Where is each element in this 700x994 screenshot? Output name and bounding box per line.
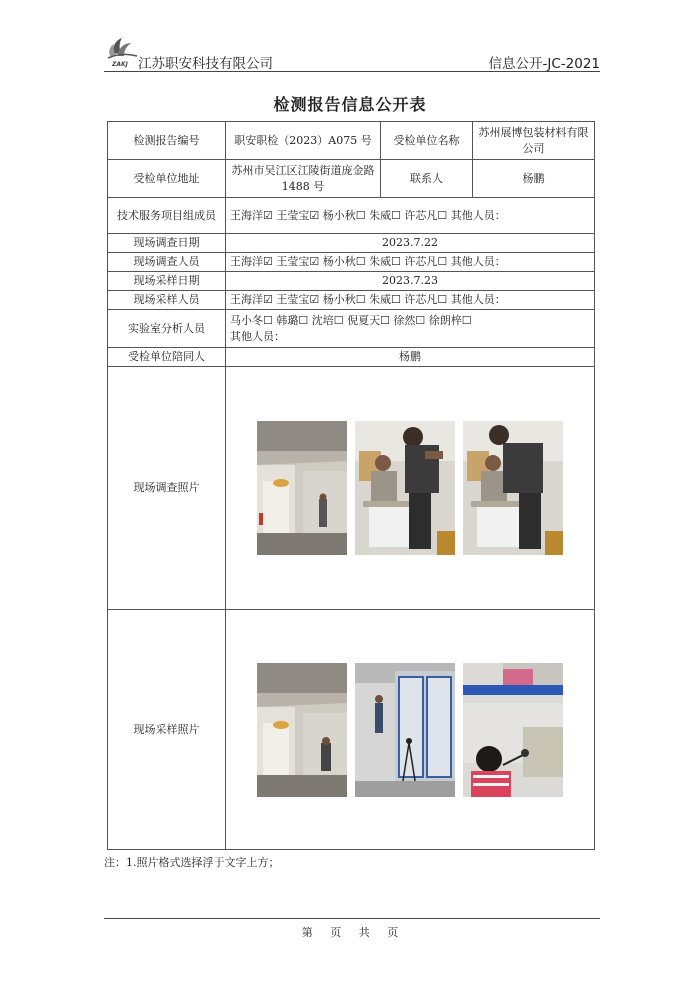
lab-staff-line2: 其他人员： bbox=[230, 329, 285, 343]
team-label: 技术服务项目组成员 bbox=[108, 198, 226, 234]
sampling-date: 2023.7.23 bbox=[226, 272, 595, 291]
document-code: 信息公开-JC-2021 bbox=[488, 56, 600, 72]
sampling-photos-cell bbox=[226, 610, 595, 850]
svg-text:ZAKJ: ZAKJ bbox=[112, 61, 128, 68]
sampling-staff-label: 现场采样人员 bbox=[108, 291, 226, 310]
contact-label: 联系人 bbox=[381, 160, 473, 198]
footer-rule bbox=[104, 918, 600, 919]
sampling-date-label: 现场采样日期 bbox=[108, 272, 226, 291]
unit-address: 苏州市吴江区江陵街道庞金路 1488 号 bbox=[226, 160, 381, 198]
footnote: 注：1.照片格式选择浮于文字上方； bbox=[104, 856, 280, 869]
page-title: 检测报告信息公开表 bbox=[273, 95, 427, 114]
report-no-label: 检测报告编号 bbox=[108, 122, 226, 160]
company-logo bbox=[104, 34, 140, 68]
sampling-photos-label: 现场采样照片 bbox=[108, 610, 226, 850]
lab-staff-line1: 马小冬☐ 韩璐☐ 沈培☐ 倪夏天☐ 徐然☐ 徐朗梓☐ bbox=[230, 313, 472, 327]
survey-staff: 王海洋☑ 王莹宝☑ 杨小秋☐ 朱威☐ 许芯凡☐ 其他人员： bbox=[226, 253, 595, 272]
survey-date-label: 现场调查日期 bbox=[108, 234, 226, 253]
survey-photo-office bbox=[257, 421, 347, 555]
sampling-photo-office bbox=[257, 663, 347, 797]
survey-photos-cell bbox=[226, 367, 595, 610]
contact-name: 杨鹏 bbox=[473, 160, 595, 198]
survey-photos-label: 现场调查照片 bbox=[108, 367, 226, 610]
lab-staff bbox=[226, 310, 595, 348]
sampling-photo-equipment bbox=[355, 663, 455, 797]
sampling-staff: 王海洋☑ 王莹宝☑ 杨小秋☐ 朱威☐ 许芯凡☐ 其他人员： bbox=[226, 291, 595, 310]
unit-address-label: 受检单位地址 bbox=[108, 160, 226, 198]
company-name: 江苏职安科技有限公司 bbox=[138, 56, 273, 72]
report-no: 职安职检（2023）A075 号 bbox=[226, 122, 381, 160]
page-header bbox=[104, 34, 600, 72]
survey-staff-label: 现场调查人员 bbox=[108, 253, 226, 272]
survey-date: 2023.7.22 bbox=[226, 234, 595, 253]
header-rule bbox=[104, 71, 600, 72]
page-footer: 第 页 共 页 bbox=[301, 926, 399, 939]
info-table bbox=[107, 121, 595, 850]
sampling-photo-measurement bbox=[463, 663, 563, 797]
lab-staff-label: 实验室分析人员 bbox=[108, 310, 226, 348]
survey-photo-interview-1 bbox=[355, 421, 455, 555]
survey-photo-interview-2 bbox=[463, 421, 563, 555]
team-members: 王海洋☑ 王莹宝☑ 杨小秋☐ 朱威☐ 许芯凡☐ 其他人员： bbox=[226, 198, 595, 234]
companion-name: 杨鹏 bbox=[226, 348, 595, 367]
companion-label: 受检单位陪同人 bbox=[108, 348, 226, 367]
unit-name: 苏州展博包装材料有限公司 bbox=[473, 122, 595, 160]
unit-name-label: 受检单位名称 bbox=[381, 122, 473, 160]
